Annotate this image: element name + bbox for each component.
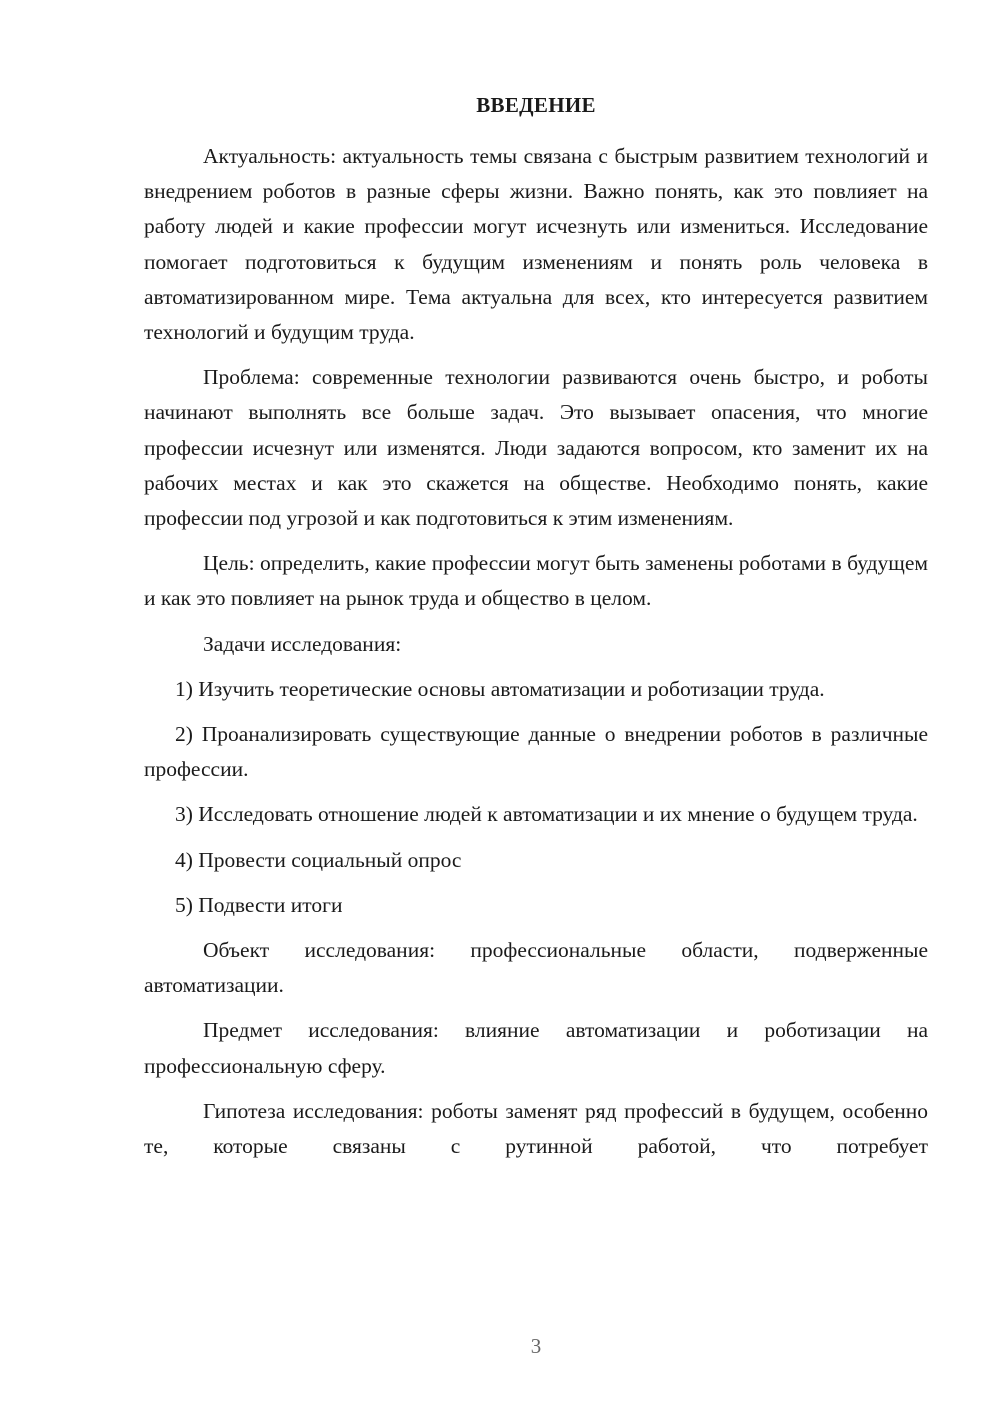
research-subject-paragraph: Предмет исследования: влияние автоматизации и роботизации на профессиональную сферу. xyxy=(144,1018,928,1078)
page-content xyxy=(144,92,928,1174)
task-item-1: 1) Изучить теоретические основы автоматизации и роботизации труда. xyxy=(175,676,825,701)
task-item-5: 5) Подвести итоги xyxy=(175,892,343,917)
task-item-3: 3) Исследовать отношение людей к автоматизации и их мнение о будущем труда. xyxy=(175,802,918,827)
task-item-4: 4) Провести социальный опрос xyxy=(175,847,462,872)
goal-paragraph: Цель: определить, какие профессии могут быть заменены роботами в будущем и как это повлияет на рынок труда и общество в целом. xyxy=(144,551,928,611)
page-title: ВВЕДЕНИЕ xyxy=(476,93,596,117)
task-item-2: 2) Проанализировать существующие данные о внедрении роботов в различные профессии. xyxy=(144,722,928,782)
relevance-paragraph: Актуальность: актуальность темы связана с быстрым развитием технологий и внедрением роботов в разные сферы жизни. Важно понять, как это повлияет на работу людей и какие профессии могут исчезнуть или измениться. Исследование помогает подготовиться к будущим изменениям и понять роль человека в автоматизированном мире. Тема актуальна для всех, кто интересуется развитием технологий и будущим труда. xyxy=(144,144,928,345)
page-number: 3 xyxy=(530,1334,542,1358)
problem-paragraph: Проблема: современные технологии развиваются очень быстро, и роботы начинают выполнять все больше задач. Это вызывает опасения, что многие профессии исчезнут или изменятся. Люди задаются вопросом, кто заменит их на рабочих местах и как это скажется на обществе. Необходимо понять, какие профессии под угрозой и как подготовиться к этим изменениям. xyxy=(144,365,928,531)
research-object-paragraph: Объект исследования: профессиональные области, подверженные автоматизации. xyxy=(144,938,928,998)
tasks-heading: Задачи исследования: xyxy=(203,631,402,656)
hypothesis-paragraph: Гипотеза исследования: роботы заменят ряд профессий в будущем, особенно те, которые связаны с рутинной работой, что потребует xyxy=(144,1098,928,1159)
